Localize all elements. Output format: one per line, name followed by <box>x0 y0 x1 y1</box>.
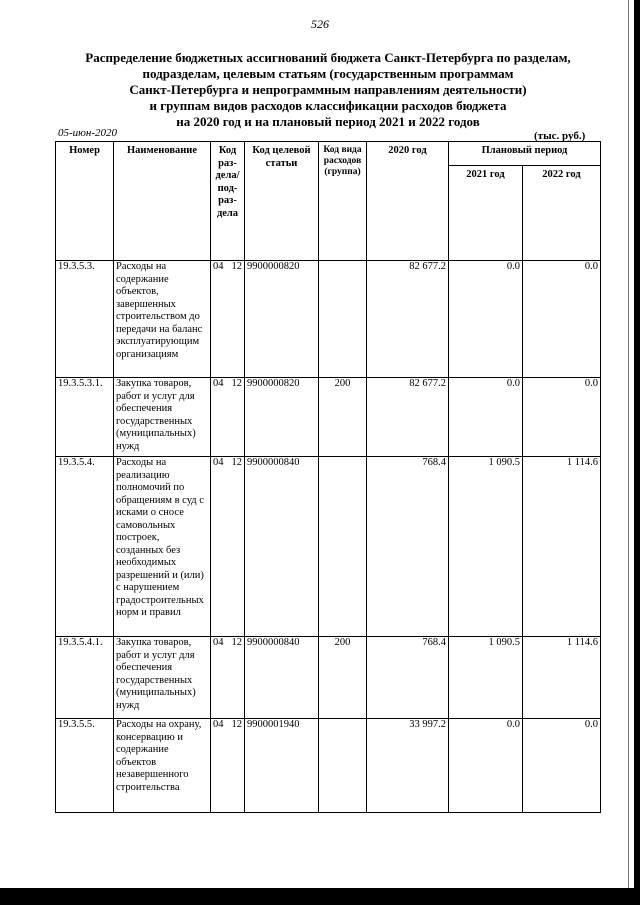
section-code: 04 <box>213 457 224 468</box>
title-line: Распределение бюджетных ассигнований бюджета Санкт-Петербурга по разделам, <box>85 50 571 65</box>
row-number: 19.3.5.4. <box>56 457 114 637</box>
table-row <box>56 457 601 637</box>
header-year-2021: 2021 год <box>449 166 523 261</box>
row-expense-type <box>319 457 367 637</box>
row-amount-2022: 0.0 <box>523 261 601 378</box>
row-name: Расходы на реализацию полномочий по обращениям в суд с исками о сносе самовольных построек, созданных без необходимых разрешений и (или) с нарушением градостроительных норм и правил <box>114 457 211 637</box>
header-expense-type-code: Код вида расходов (группа) <box>319 142 367 261</box>
row-number: 19.3.5.4.1. <box>56 637 114 719</box>
row-amount-2022: 1 114.6 <box>523 457 601 637</box>
row-amount-2022: 0.0 <box>523 719 601 813</box>
document-date: 05-июн-2020 <box>58 127 118 139</box>
header-year-2022: 2022 год <box>523 166 601 261</box>
row-name: Закупка товаров, работ и услуг для обеспечения государственных (муниципальных) нужд <box>114 637 211 719</box>
row-number: 19.3.5.3. <box>56 261 114 378</box>
row-amount-2022: 1 114.6 <box>523 637 601 719</box>
section-code: 04 <box>213 261 224 272</box>
title-line: и группам видов расходов классификации расходов бюджета <box>149 98 507 113</box>
table-body <box>56 261 601 813</box>
title-line: Санкт-Петербурга и непрограммным направлениям деятельности) <box>129 82 527 97</box>
title-line: подразделам, целевым статьям (государственным программам <box>142 66 514 81</box>
scan-edge-line <box>628 0 629 888</box>
units-label: (тыс. руб.) <box>534 130 586 142</box>
subsection-code: 12 <box>231 261 242 272</box>
row-target-code: 9900000840 <box>245 457 319 637</box>
section-code: 04 <box>213 637 224 648</box>
row-name: Расходы на охрану, консервацию и содержание объектов незавершенного строительства <box>114 719 211 813</box>
subsection-code: 12 <box>231 719 242 730</box>
row-expense-type <box>319 261 367 378</box>
header-plan-period: Плановый период <box>449 142 601 166</box>
row-amount-2020: 768.4 <box>367 637 449 719</box>
row-name: Закупка товаров, работ и услуг для обеспечения государственных (муниципальных) нужд <box>114 378 211 457</box>
header-name: Наименование <box>114 142 211 261</box>
section-code: 04 <box>213 378 224 389</box>
section-code: 04 <box>213 719 224 730</box>
row-section-code <box>211 637 245 719</box>
scan-edge-bottom <box>0 888 640 905</box>
subsection-code: 12 <box>231 457 242 468</box>
header-year-2020: 2020 год <box>367 142 449 261</box>
row-expense-type: 200 <box>319 378 367 457</box>
row-expense-type: 200 <box>319 637 367 719</box>
row-amount-2022: 0.0 <box>523 378 601 457</box>
header-target-code: Код целевой статьи <box>245 142 319 261</box>
row-amount-2021: 0.0 <box>449 261 523 378</box>
row-amount-2020: 82 677.2 <box>367 378 449 457</box>
row-section-code <box>211 457 245 637</box>
row-number: 19.3.5.3.1. <box>56 378 114 457</box>
row-amount-2020: 82 677.2 <box>367 261 449 378</box>
row-section-code <box>211 261 245 378</box>
title-line: на 2020 год и на плановый период 2021 и 2022 годов <box>176 114 480 129</box>
row-number: 19.3.5.5. <box>56 719 114 813</box>
header-number: Номер <box>56 142 114 261</box>
table-row <box>56 378 601 457</box>
scan-edge-right <box>634 0 640 905</box>
subsection-code: 12 <box>231 378 242 389</box>
header-section-code: Код раз-дела/ под-раз-дела <box>211 142 245 261</box>
row-target-code: 9900001940 <box>245 719 319 813</box>
budget-table <box>55 141 601 813</box>
row-amount-2020: 768.4 <box>367 457 449 637</box>
page-number: 526 <box>311 17 329 31</box>
row-name: Расходы на содержание объектов, завершенных строительством до передачи на баланс эксплуатирующим организациям <box>114 261 211 378</box>
document-title <box>50 50 606 130</box>
row-amount-2021: 1 090.5 <box>449 457 523 637</box>
row-target-code: 9900000820 <box>245 261 319 378</box>
row-amount-2021: 0.0 <box>449 378 523 457</box>
row-amount-2021: 1 090.5 <box>449 637 523 719</box>
subsection-code: 12 <box>231 637 242 648</box>
table-row <box>56 719 601 813</box>
row-section-code <box>211 719 245 813</box>
row-target-code: 9900000820 <box>245 378 319 457</box>
row-amount-2020: 33 997.2 <box>367 719 449 813</box>
table-row <box>56 637 601 719</box>
row-section-code <box>211 378 245 457</box>
table-header <box>56 142 601 261</box>
table-row <box>56 261 601 378</box>
row-amount-2021: 0.0 <box>449 719 523 813</box>
row-target-code: 9900000840 <box>245 637 319 719</box>
row-expense-type <box>319 719 367 813</box>
